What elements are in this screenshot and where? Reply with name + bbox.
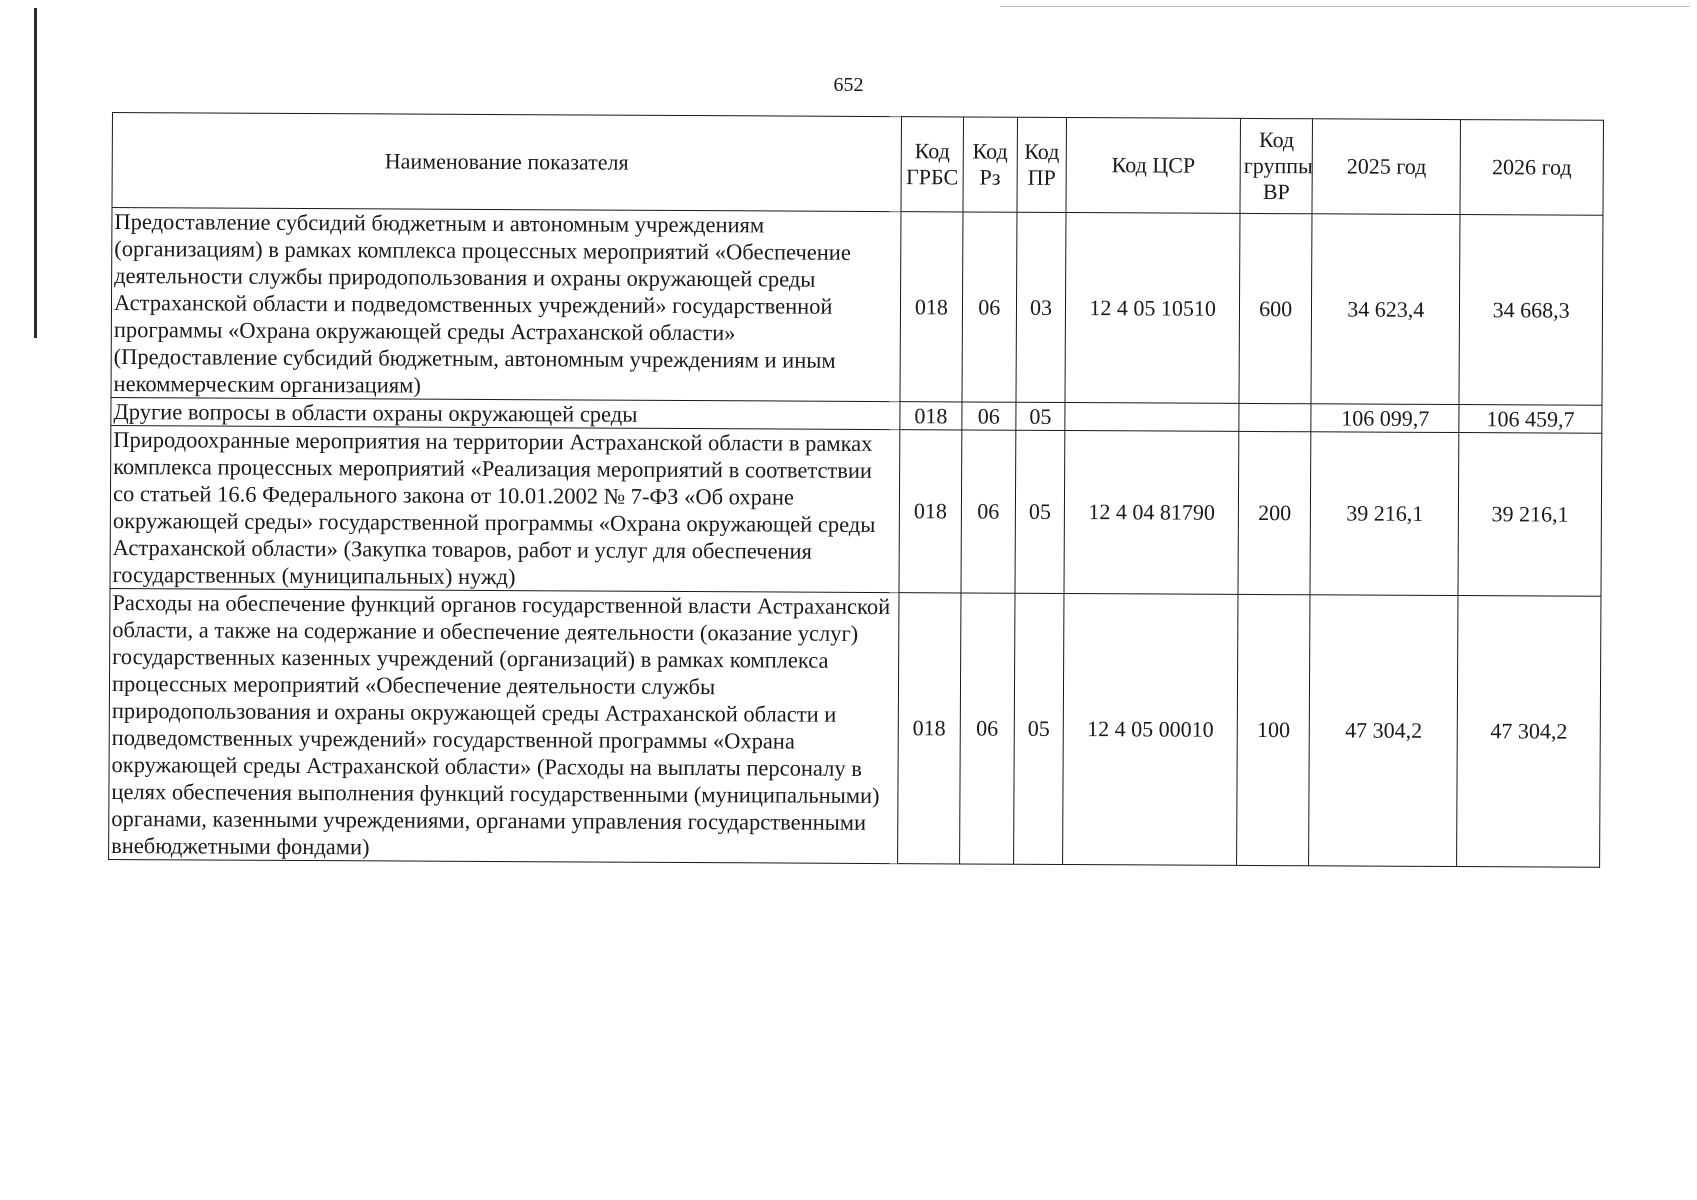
header-csr: Код ЦСР bbox=[1066, 117, 1240, 213]
row-name: Расходы на обеспечение функций органов государственной власти Астраханской области, а также на содержание и обеспечение деятельности (оказание услуг) государственных казенных учреждений (организаций) в рамках комплекса процессных мероприятий «Обеспечение деятельности службы природопользования и охраны окружающей среды Астраханской области и подведомственных учреждений» государственной программы «Охрана окружающей среды Астраханской области» (Расходы на выплаты персоналу в целях обеспечения выполнения функций государственными (муниципальными) органами, казенными учреждениями, органами управления государственными внебюджетными фондами) bbox=[109, 588, 899, 863]
table-row bbox=[110, 425, 1602, 596]
row-rz: 06 bbox=[962, 212, 1017, 402]
row-grbs: 018 bbox=[900, 212, 963, 402]
row-pr: 05 bbox=[1016, 402, 1066, 430]
row-rz: 06 bbox=[961, 430, 1016, 593]
row-vr: 600 bbox=[1239, 213, 1312, 403]
row-rz: 06 bbox=[962, 402, 1016, 430]
row-vr bbox=[1239, 403, 1312, 431]
header-pr: Код ПР bbox=[1017, 117, 1067, 212]
row-csr: 12 4 04 81790 bbox=[1064, 430, 1239, 594]
row-vr: 200 bbox=[1238, 431, 1311, 594]
table-header-row bbox=[112, 113, 1603, 216]
row-2025: 34 623,4 bbox=[1311, 214, 1460, 405]
page-number: 652 bbox=[833, 74, 864, 96]
row-name: Другие вопросы в области охраны окружающей среды bbox=[111, 397, 900, 429]
table-row bbox=[111, 208, 1603, 406]
budget-table bbox=[108, 112, 1604, 868]
header-2025: 2025 год bbox=[1312, 119, 1460, 215]
row-2025: 39 216,1 bbox=[1310, 432, 1459, 596]
row-vr: 100 bbox=[1237, 594, 1311, 865]
scan-top-edge-mark bbox=[1000, 6, 1690, 7]
row-2025: 47 304,2 bbox=[1309, 595, 1458, 867]
row-pr: 03 bbox=[1016, 212, 1067, 402]
row-name: Предоставление субсидий бюджетным и автономным учреждениям (организациям) в рамках комплекса процессных мероприятий «Обеспечение деятельности службы природопользования и охраны окружающей среды Астраханской области и подведомственных учреждений» государственной программы «Охрана окружающей среды Астраханской области» (Предоставление субсидий бюджетным, автономным учреждениям и иным некоммерческим организациям) bbox=[111, 208, 901, 402]
header-grbs: Код ГРБС bbox=[901, 117, 964, 212]
row-grbs: 018 bbox=[900, 402, 962, 430]
row-csr: 12 4 05 00010 bbox=[1063, 593, 1238, 865]
header-vr: Код группы ВР bbox=[1240, 118, 1313, 213]
row-pr: 05 bbox=[1013, 593, 1064, 864]
table-row bbox=[109, 588, 1601, 867]
row-2026: 34 668,3 bbox=[1459, 215, 1603, 406]
header-rz: Код Рз bbox=[963, 117, 1017, 212]
row-2025: 106 099,7 bbox=[1311, 404, 1459, 433]
row-grbs: 018 bbox=[897, 593, 960, 864]
row-name: Природоохранные мероприятия на территории Астраханской области в рамках комплекса процессных мероприятий «Реализация мероприятий в соответствии со статьей 16.6 Федерального закона от 10.01.2002 № 7-ФЗ «Об охране окружающей среды» государственной программы «Охрана окружающей среды Астраханской области» (Закупка товаров, работ и услуг для обеспечения государственных (муниципальных) нужд) bbox=[110, 425, 900, 592]
row-grbs: 018 bbox=[899, 430, 962, 593]
header-2026: 2026 год bbox=[1460, 120, 1603, 216]
row-2026: 106 459,7 bbox=[1459, 405, 1602, 434]
row-csr: 12 4 05 10510 bbox=[1065, 212, 1240, 403]
row-2026: 39 216,1 bbox=[1458, 433, 1602, 597]
row-pr: 05 bbox=[1015, 430, 1065, 593]
row-csr bbox=[1065, 402, 1239, 431]
header-name: Наименование показателя bbox=[112, 113, 901, 212]
row-2026: 47 304,2 bbox=[1457, 596, 1601, 868]
row-rz: 06 bbox=[960, 593, 1015, 864]
scan-edge-mark bbox=[34, 8, 37, 338]
